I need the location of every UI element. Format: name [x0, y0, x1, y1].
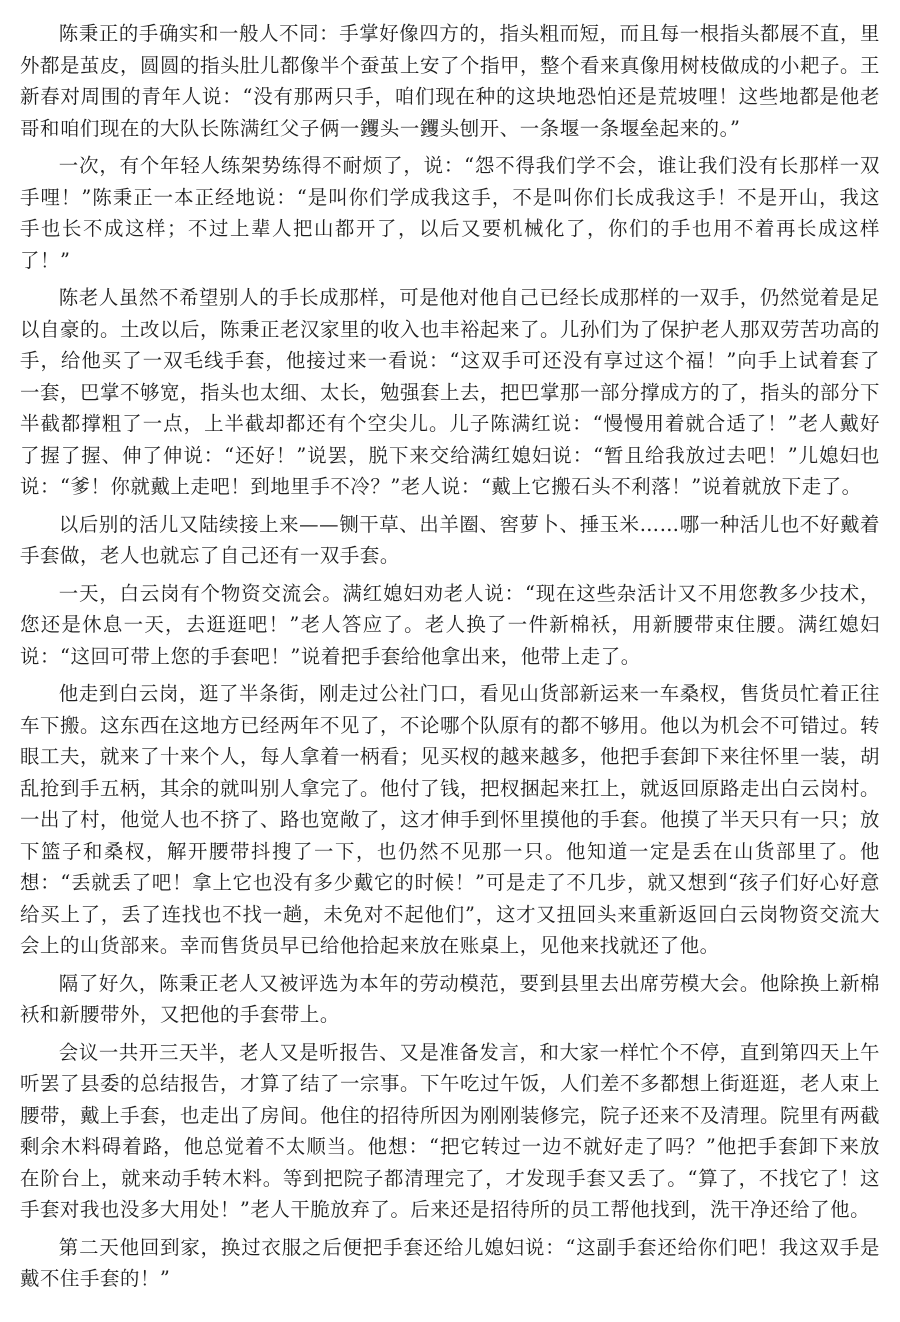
paragraph-8: 会议一共开三天半，老人又是听报告、又是准备发言，和大家一样忙个不停，直到第四天上午听罢了县委的总结报告，才算了结了一宗事。下午吃过午饭，人们差不多都想上街逛逛，老人束上腰带，戴上手套，也走出了房间。他住的招待所因为刚刚装修完，院子还来不及清理。院里有两截剩余木料碍着路，他总觉着不太顺当。他想：“把它转过一边不就好走了吗？”他把手套卸下来放在阶台上，就来动手转木料。等到把院子都清理完了，才发现手套又丢了。“算了，不找它了！这手套对我也没多大用处！”老人干脆放弃了。后来还是招待所的员工帮他找到，洗干净还给了他。: [20, 1040, 880, 1221]
paragraph-7: 隔了好久，陈秉正老人又被评选为本年的劳动模范，要到县里去出席劳模大会。他除换上新棉袄和新腰带外，又把他的手套带上。: [20, 971, 880, 1026]
paragraph-4: 以后别的活儿又陆续接上来——铡干草、出羊圈、窖萝卜、捶玉米……哪一种活儿也不好戴着手套做，老人也就忘了自己还有一双手套。: [20, 512, 880, 567]
paragraph-5: 一天，白云岗有个物资交流会。满红媳妇劝老人说：“现在这些杂活计又不用您教多少技术，您还是休息一天，去逛逛吧！”老人答应了。老人换了一件新棉袄，用新腰带束住腰。满红媳妇说：“这回可带上您的手套吧！”说着把手套给他拿出来，他带上走了。: [20, 581, 880, 668]
document-page: [20, 18, 880, 1301]
paragraph-9: 第二天他回到家，换过衣服之后便把手套还给儿媳妇说：“这副手套还给你们吧！我这双手是戴不住手套的！”: [20, 1235, 880, 1290]
paragraph-6: 他走到白云岗，逛了半条街，刚走过公社门口，看见山货部新运来一车桑杈，售货员忙着正往车下搬。这东西在这地方已经两年不见了，不论哪个队原有的都不够用。他以为机会不可错过。转眼工夫，就来了十来个人，每人拿着一柄看；见买杈的越来越多，他把手套卸下来往怀里一装，胡乱抢到手五柄，其余的就叫别人拿完了。他付了钱，把杈捆起来扛上，就返回原路走出白云岗村。一出了村，他觉人也不挤了、路也宽敞了，这才伸手到怀里摸他的手套。他摸了半天只有一只；放下篮子和桑杈，解开腰带抖搜了一下，也仍然不见那一只。他知道一定是丢在山货部里了。他想：“丢就丢了吧！拿上它也没有多少戴它的时候！”可是走了不几步，就又想到“孩子们好心好意给买上了，丢了连找也不找一趟，未免对不起他们”，这才又扭回头来重新返回白云岗物资交流大会上的山货部来。幸而售货员早已给他拾起来放在账桌上，见他来找就还了他。: [20, 682, 880, 957]
paragraph-2: 一次，有个年轻人练架势练得不耐烦了，说：“怨不得我们学不会，谁让我们没有长那样一双手哩！”陈秉正一本正经地说：“是叫你们学成我这手，不是叫你们长成我这手！不是开山，我这手也长不成这样；不过上辈人把山都开了，以后又要机械化了，你们的手也用不着再长成这样了！”: [20, 154, 880, 272]
paragraph-1: 陈秉正的手确实和一般人不同：手掌好像四方的，指头粗而短，而且每一根指头都展不直，里外都是茧皮，圆圆的指头肚儿都像半个蚕茧上安了个指甲，整个看来真像用树枝做成的小耙子。王新春对周围的青年人说：“没有那两只手，咱们现在种的这块地恐怕还是荒坡哩！这些地都是他老哥和咱们现在的大队长陈满红父子俩一钁头一钁头刨开、一条堰一条堰垒起来的。”: [20, 22, 880, 140]
paragraph-3: 陈老人虽然不希望别人的手长成那样，可是他对他自己已经长成那样的一双手，仍然觉着是足以自豪的。土改以后，陈秉正老汉家里的收入也丰裕起来了。儿孙们为了保护老人那双劳苦功高的手，给他买了一双毛线手套，他接过来一看说：“这双手可还没有享过这个福！”向手上试着套了一套，巴掌不够宽，指头也太细、太长，勉强套上去，把巴掌那一部分撑成方的了，指头的部分下半截都撑粗了一点，上半截却都还有个空尖儿。儿子陈满红说：“慢慢用着就合适了！”老人戴好了握了握、伸了伸说：“还好！”说罢，脱下来交给满红媳妇说：“暂且给我放过去吧！”儿媳妇也说：“爹！你就戴上走吧！到地里手不冷？”老人说：“戴上它搬石头不利落！”说着就放下走了。: [20, 286, 880, 498]
